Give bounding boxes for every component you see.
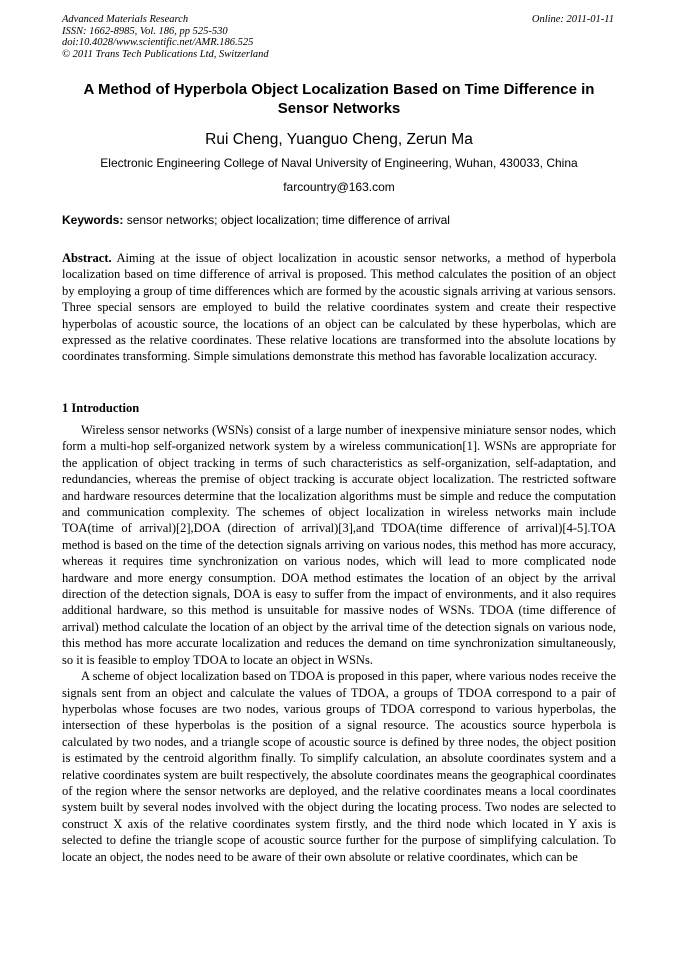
keywords-line (62, 213, 616, 228)
intro-paragraph-2: A scheme of object localization based on TDOA is proposed in this paper, where various nodes receive the signals sent from an object and calculate the values of TDOA, a groups of TDOA correspond to a pair of hyperbolas whose focuses are two nodes, various groups of TDOA correspond to various hyperbolas, the intersection of these hyperbolas is the position of a signal resource. The acoustics source hyperbola is calculated by two nodes, and a triangle scope of acoustic source is defined by three nodes, the object position is estimated by the centroid algorithm finally. To simplify calculation, an absolute coordinates system and a relative coordinates system are built respectively, the absolute coordinates means the geographical coordinates of the region where the sensor networks are deployed, and the relative coordinates means a local coordinates system built by several nodes involved with the object during the locating process. Two nodes are selected to construct X axis of the relative coordinates system firstly, and the third node which located in Y axis is selected to define the triangle scope of acoustic source further for the purpose of simplifying calculation. To locate an object, the nodes need to be aware of their own absolute or relative coordinates, which can be (62, 669, 616, 864)
copyright-line: © 2011 Trans Tech Publications Ltd, Switzerland (62, 48, 269, 60)
issn-line: ISSN: 1662-8985, Vol. 186, pp 525-530 (62, 25, 228, 37)
intro-paragraph-1: Wireless sensor networks (WSNs) consist of a large number of inexpensive miniature sensor nodes, which form a multi-hop self-organized network system by a wireless communication[1]. WSNs are appropriate for the application of object tracking in terms of such characteristics as self-organization, self-adaptation, and redundancies, whereas the premise of object tracking is accurate object localization. The restricted software and hardware resources determine that the localization algorithms must be simple and reduce the computation and communication complexity. The schemes of object localization in wireless networks main include TOA(time of arrival)[2],DOA (direction of arrival)[3],and TDOA(time difference of arrival)[4-5].TOA method is based on the time of the detection signals arriving on various nodes, this method has more accuracy, whereas it requires time synchronization on various nodes, which will lead to more complicated node hardware and more energy consumption. DOA method estimates the location of an object by the arrival direction of the detection signals, DOA is easy to suffer from the impact of environments, and it also requires additional hardware, so this method is unsuitable for massive nodes of WSNs. TDOA (time difference of arrival) method calculate the location of an object by the arrival time of the detection signals on various node, this method has more accurate localization and reduces the demand on time synchronization simultaneously, so it is feasible to employ TDOA to locate an object in WSNs. (62, 423, 616, 667)
author-list: Rui Cheng, Yuanguo Cheng, Zerun Ma (205, 131, 473, 148)
online-date: Online: 2011-01-11 (531, 14, 614, 25)
journal-header (62, 14, 269, 60)
author-affiliation: Electronic Engineering College of Naval University of Engineering, Wuhan, 430033, China (100, 156, 578, 170)
doi-line: doi:10.4028/www.scientific.net/AMR.186.525 (62, 37, 254, 48)
keywords-text: sensor networks; object localization; time difference of arrival (126, 213, 450, 227)
section-heading-introduction: 1 Introduction (62, 401, 140, 415)
journal-name: Advanced Materials Research (62, 14, 189, 25)
abstract-label: Abstract. (62, 251, 112, 265)
abstract-section (62, 250, 616, 365)
author-email: farcountry@163.com (283, 180, 395, 194)
abstract-text: Aiming at the issue of object localization in acoustic sensor networks, a method of hyperbola localization based on time difference of arrival is proposed. This method calculates the position of an object by employing a group of time differences which are formed by the acoustic signals arriving at various sensors. Three special sensors are employed to build the relative coordinates system and create their respective hyperbolas of acoustic source, the locations of an object can be calculated by these hyperbolas, which are expressed as the relative coordinates. These relative locations are transformed into the absolute locations by coordinates transforming. Simple simulations demonstrate this method has favorable localization accuracy. (62, 251, 616, 364)
paper-title: A Method of Hyperbola Object Localization Based on Time Difference in Sensor Networks (83, 81, 595, 117)
introduction-section (62, 422, 616, 865)
keywords-label: Keywords: (62, 213, 124, 227)
